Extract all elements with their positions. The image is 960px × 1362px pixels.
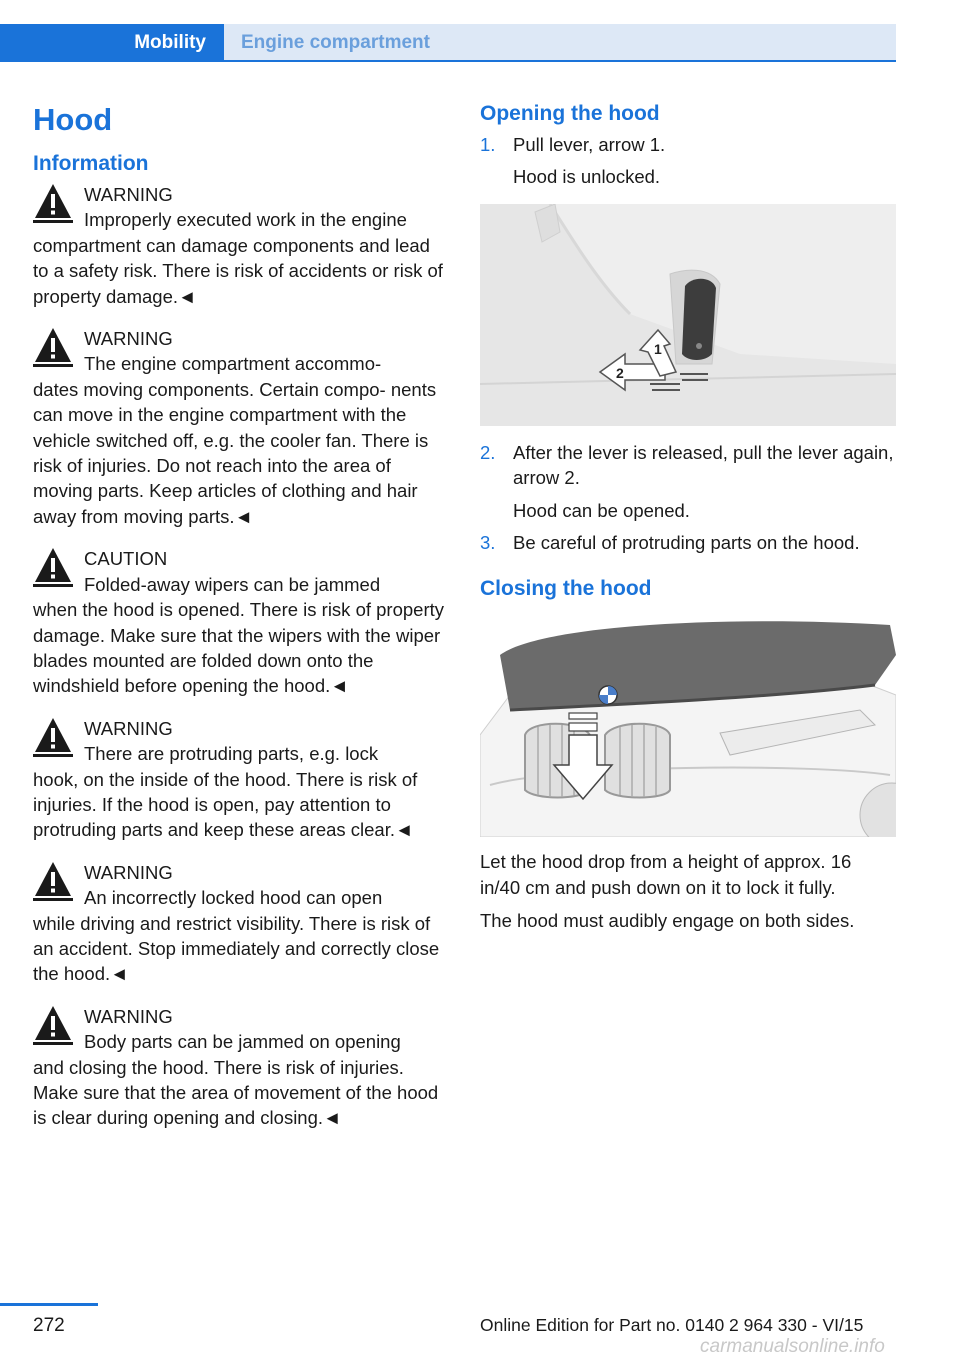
- warning-triangle-icon: [33, 325, 73, 367]
- warning-text: dates moving components. Certain compo‐ nents can move in the engine compartment with the vehicle switched off, e.g. the cooler fan. There is risk of injuries. Do not reach into the area of moving parts. Keep articles of clothing and hair away from moving parts.◄: [33, 378, 437, 527]
- warning-label: WARNING: [84, 328, 173, 350]
- warning-text: while driving and restrict visibility. There is risk of an accident. Stop immediately and correctly close the hood.◄: [33, 912, 440, 985]
- step-item: [480, 132, 896, 190]
- warning-text: and closing the hood. There is risk of injuries. Make sure that the area of movement of the hood is clear during opening and closing.◄: [33, 1056, 439, 1129]
- warning-triangle-icon: [33, 859, 73, 901]
- step-number: 1.: [480, 134, 496, 155]
- caution-label: CAUTION: [84, 548, 168, 570]
- arrow-1-label: 1: [654, 340, 662, 357]
- warning-block: [33, 546, 447, 698]
- warning-triangle-icon: [33, 1003, 73, 1045]
- section-heading-information: Information: [33, 152, 149, 175]
- warning-text-first: Improperly executed work in the engine: [84, 209, 407, 231]
- warning-block: [33, 860, 447, 987]
- warning-text: when the hood is opened. There is risk of property damage. Make sure that the wipers with the wiper blades mounted are folded down onto the windshield before opening the hood.◄: [33, 599, 445, 697]
- warning-triangle-icon: [33, 181, 73, 223]
- step-result: Hood is unlocked.: [513, 166, 661, 188]
- warning-triangle-icon: [33, 545, 73, 587]
- warning-text-first: An incorrectly locked hood can open: [84, 887, 383, 909]
- warning-triangle-icon: [33, 715, 73, 757]
- step-text: Be careful of protruding parts on the hood.: [513, 532, 860, 554]
- footer-divider: [0, 1303, 98, 1306]
- right-column: [480, 100, 896, 951]
- warning-text-first: Body parts can be jammed on opening: [84, 1031, 401, 1053]
- step-item: [480, 530, 896, 555]
- lever-illustration: [480, 204, 896, 426]
- step-result: Hood can be opened.: [513, 499, 690, 521]
- warning-text-first: Folded-away wipers can be jammed: [84, 573, 381, 595]
- edition-info: Online Edition for Part no. 0140 2 964 330 - VI/15: [480, 1315, 864, 1335]
- warning-label: WARNING: [84, 1005, 173, 1027]
- closing-hood-figure: [480, 615, 896, 837]
- warning-block: [33, 716, 447, 843]
- warning-block: [33, 182, 447, 309]
- step-item: [480, 440, 896, 523]
- warning-block: [33, 326, 447, 529]
- warning-text: hook, on the inside of the hood. There is risk of injuries. If the hood is open, pay attention to protruding parts and keep these areas clear.◄: [33, 768, 418, 841]
- section-heading-opening: Opening the hood: [480, 102, 660, 125]
- closing-instruction: Let the hood drop from a height of approx. 16 in/40 cm and push down on it to lock it fully.: [480, 851, 852, 898]
- warning-text-first: There are protruding parts, e.g. lock: [84, 743, 379, 765]
- step-text: Pull lever, arrow 1.: [513, 134, 666, 155]
- page-title: Hood: [33, 102, 113, 137]
- tab-engine-compartment[interactable]: Engine compartment: [224, 24, 896, 61]
- warning-label: WARNING: [84, 717, 173, 739]
- hood-release-lever-figure: [480, 204, 896, 426]
- watermark: carmanualsonline.info: [700, 1336, 885, 1357]
- step-text: After the lever is released, pull the lever again, arrow 2.: [513, 441, 894, 489]
- page-number: 272: [33, 1315, 65, 1336]
- warning-label: WARNING: [84, 184, 173, 205]
- warning-text: compartment can damage components and lead to a safety risk. There is risk of accidents or risk of property damage.◄: [33, 234, 443, 307]
- warning-label: WARNING: [84, 861, 173, 883]
- hood-illustration: [480, 615, 896, 837]
- closing-note: The hood must audibly engage on both sides.: [480, 910, 855, 932]
- tab-mobility[interactable]: Mobility: [0, 24, 224, 61]
- chapter-header: [0, 0, 960, 62]
- step-number: 2.: [480, 441, 496, 463]
- warning-text-first: The engine compartment accommo‐: [84, 353, 382, 375]
- warning-block: [33, 1004, 447, 1131]
- warning-list: [33, 182, 447, 1131]
- header-divider: [0, 60, 896, 62]
- arrow-2-label: 2: [616, 364, 624, 381]
- left-column: [33, 100, 447, 1148]
- section-heading-closing: Closing the hood: [480, 577, 652, 601]
- step-number: 3.: [480, 532, 496, 554]
